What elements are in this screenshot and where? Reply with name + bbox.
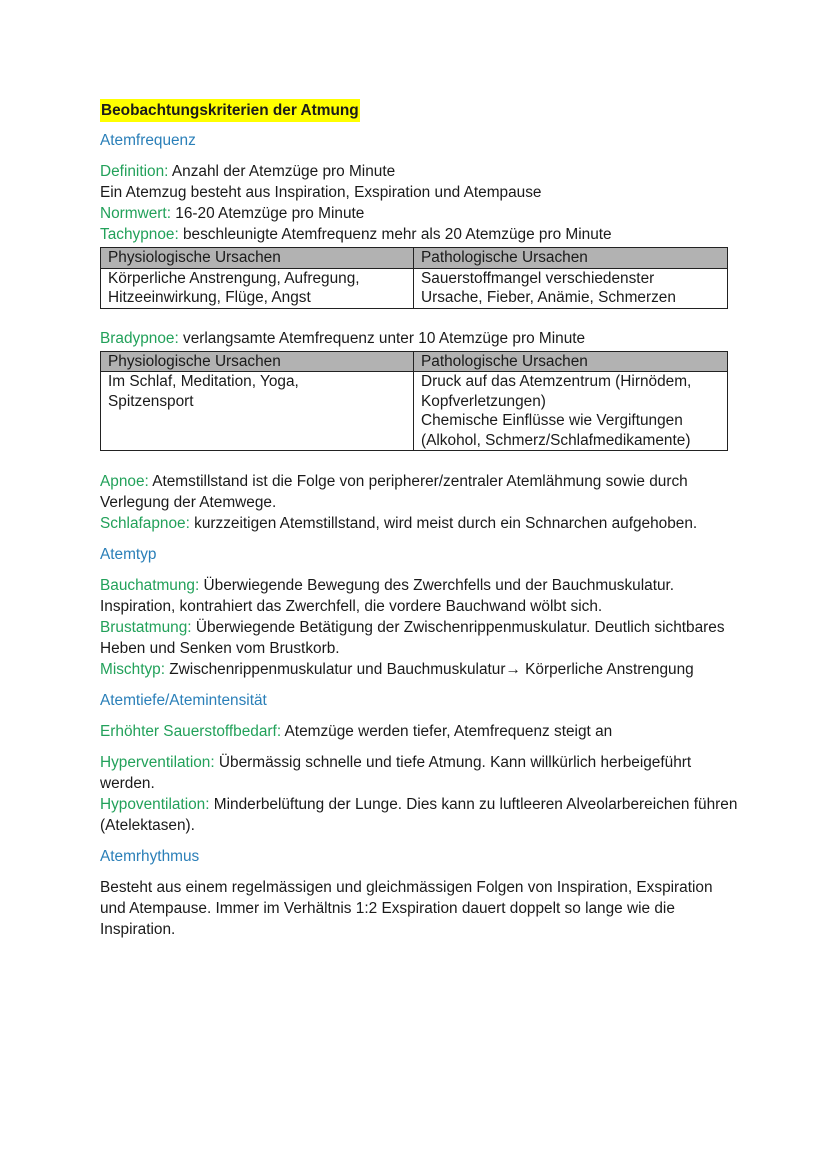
atemfrequenz-block [100,161,740,245]
hypoventilation-label: Hypoventilation: [100,796,210,813]
bradypnoe-table [100,351,728,452]
cell-line: Druck auf das Atemzentrum (Hirnödem, [421,373,692,390]
bauchatmung-label: Bauchatmung: [100,577,200,594]
apnoe-block [100,471,740,534]
title-line [100,99,740,122]
cell-line: Spitzensport [108,392,194,410]
cell-line: Chemische Einflüsse wie Vergiftungen [421,412,683,429]
atemtyp-block [100,575,740,680]
table-header-cell: Physiologische Ursachen [101,351,414,372]
mischtyp-paragraph [100,659,740,680]
hyperventilation-text: Übermässig schnelle und tiefe Atmung. Kann willkürlich herbeigeführt werden. [100,754,692,792]
bauchatmung-paragraph [100,575,740,617]
mischtyp-label: Mischtyp: [100,661,165,678]
cell-line: Hitzeeinwirkung, Flüge, Angst [108,289,311,306]
erhoehter-bedarf-text: Atemzüge werden tiefer, Atemfrequenz steigt an [281,723,613,740]
table-header-row [101,248,728,269]
cell-line: Im Schlaf, Meditation, Yoga, [108,373,299,390]
heading-atemtiefe: Atemtiefe/Atemintensität [100,692,267,709]
cell-line: Körperliche Anstrengung, Aufregung, [108,269,360,287]
bradypnoe-line [100,328,740,349]
arrow-right-icon: → [505,661,521,678]
table-cell-pathologisch [414,268,728,308]
schlafapnoe-paragraph [100,513,740,534]
bradypnoe-text: verlangsamte Atemfrequenz unter 10 Atemzüge pro Minute [178,329,586,347]
hypoventilation-text: Minderbelüftung der Lunge. Dies kann zu luftleeren Alveolarbereichen führen (Atelektasen). [100,796,738,834]
hypoventilation-paragraph [100,794,740,836]
tachypnoe-text: beschleunigte Atemfrequenz mehr als 20 Atemzüge pro Minute [178,226,612,243]
table-cell-pathologisch [414,372,728,451]
definition-line [100,161,740,182]
cell-line: Sauerstoffmangel verschiedenster [421,269,655,287]
brustatmung-label: Brustatmung: [100,619,192,636]
hyperventilation-label: Hyperventilation: [100,754,215,771]
brustatmung-text: Überwiegende Betätigung der Zwischenrippenmuskulatur. Deutlich sichtbares Heben und Senken vom Brustkorb. [100,619,725,657]
brustatmung-paragraph [100,617,740,659]
ventilation-block [100,752,740,836]
erhoehter-bedarf-paragraph [100,721,740,742]
table-header-cell: Pathologische Ursachen [414,248,728,269]
table-row [101,372,728,451]
normwert-text: 16-20 Atemzüge pro Minute [170,205,365,222]
table-row [101,268,728,308]
heading-atemfrequenz: Atemfrequenz [100,132,196,149]
table-header-cell: Physiologische Ursachen [101,248,414,269]
schlafapnoe-text: kurzzeitigen Atemstillstand, wird meist durch ein Schnarchen aufgehoben. [189,515,698,532]
definition-label: Definition: [100,163,169,180]
schlafapnoe-label: Schlafapnoe: [100,515,190,532]
atemzug-line: Ein Atemzug besteht aus Inspiration, Exspiration und Atempause [100,184,542,201]
apnoe-paragraph [100,471,740,513]
table-header-row [101,351,728,372]
tachypnoe-label: Tachypnoe: [100,226,179,243]
normwert-label: Normwert: [100,205,171,222]
hyperventilation-paragraph [100,752,740,794]
table-header-cell: Pathologische Ursachen [414,351,728,372]
mischtyp-text: Zwischenrippenmuskulatur und Bauchmuskulatur [165,661,506,678]
cell-line: Kopfverletzungen) [421,392,546,410]
table-cell-physiologisch [101,372,414,451]
tachypnoe-line [100,224,740,245]
document-title: Beobachtungskriterien der Atmung [100,99,360,122]
cell-line: (Alkohol, Schmerz/Schlafmedikamente) [421,431,691,449]
definition-text: Anzahl der Atemzüge pro Minute [168,163,396,180]
table-cell-physiologisch [101,268,414,308]
heading-atemtyp: Atemtyp [100,546,157,563]
mischtyp-text-2: Körperliche Anstrengung [520,661,694,678]
document-content [100,99,740,940]
cell-line: Ursache, Fieber, Anämie, Schmerzen [421,289,676,306]
bauchatmung-text: Überwiegende Bewegung des Zwerchfells und der Bauchmuskulatur. Inspiration, kontrahiert das Zwerchfell, die vordere Bauchwand wölbt sich. [100,577,675,615]
apnoe-label: Apnoe: [100,473,149,490]
erhoehter-bedarf-label: Erhöhter Sauerstoffbedarf: [100,723,282,740]
normwert-line [100,203,740,224]
atemrhythmus-paragraph: Besteht aus einem regelmässigen und gleichmässigen Folgen von Inspiration, Exspiration und Atempause. Immer im Verhältnis 1:2 Exspiration dauert doppelt so lange wie die Inspiration. [100,879,713,938]
bradypnoe-label: Bradypnoe: [100,329,179,347]
heading-atemrhythmus: Atemrhythmus [100,848,200,865]
apnoe-text: Atemstillstand ist die Folge von peripherer/zentraler Atemlähmung sowie durch Verlegung der Atemwege. [100,473,688,511]
tachypnoe-table [100,247,728,309]
